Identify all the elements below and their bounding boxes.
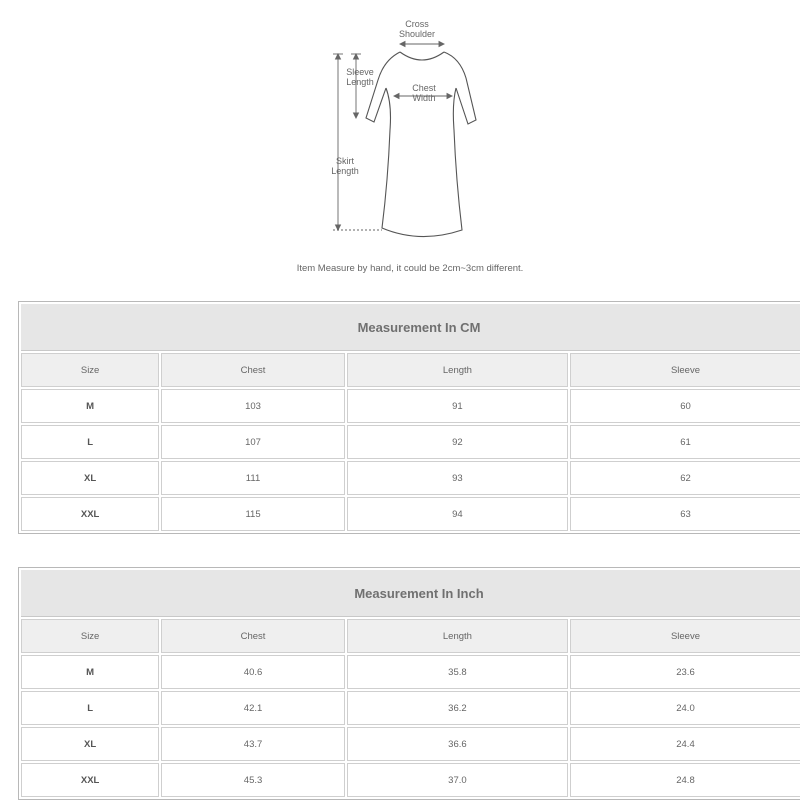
skirt-length-label: Skirt Length xyxy=(331,156,359,176)
chest-width-label: Chest Width xyxy=(412,83,436,103)
length-cell: 94 xyxy=(347,497,568,531)
inch-table-title: Measurement In Inch xyxy=(21,570,800,617)
sleeve-cell: 60 xyxy=(570,389,800,423)
length-cell: 35.8 xyxy=(347,655,568,689)
header-size: Size xyxy=(21,619,159,653)
chest-cell: 111 xyxy=(161,461,345,495)
chest-cell: 42.1 xyxy=(161,691,345,725)
table-row xyxy=(21,389,800,423)
header-sleeve: Sleeve xyxy=(570,619,800,653)
cm-table-grid xyxy=(19,351,800,533)
size-cell: L xyxy=(21,691,159,725)
length-cell: 36.6 xyxy=(347,727,568,761)
measurement-note: Item Measure by hand, it could be 2cm~3cm different. xyxy=(296,263,524,274)
dress-measurement-diagram xyxy=(0,0,800,290)
inch-size-table xyxy=(18,567,800,800)
cm-table-title: Measurement In CM xyxy=(21,304,800,351)
size-cell: L xyxy=(21,425,159,459)
size-cell: XXL xyxy=(21,763,159,797)
table-row xyxy=(21,461,800,495)
size-cell: XL xyxy=(21,727,159,761)
sleeve-cell: 24.0 xyxy=(570,691,800,725)
chest-cell: 103 xyxy=(161,389,345,423)
sleeve-cell: 63 xyxy=(570,497,800,531)
length-cell: 36.2 xyxy=(347,691,568,725)
sleeve-cell: 61 xyxy=(570,425,800,459)
table-row xyxy=(21,691,800,725)
table-row xyxy=(21,425,800,459)
size-cell: XXL xyxy=(21,497,159,531)
table-row xyxy=(21,727,800,761)
chest-cell: 45.3 xyxy=(161,763,345,797)
chest-cell: 107 xyxy=(161,425,345,459)
table-row xyxy=(21,655,800,689)
chest-cell: 43.7 xyxy=(161,727,345,761)
header-chest: Chest xyxy=(161,619,345,653)
table-header-row xyxy=(21,619,800,653)
header-size: Size xyxy=(21,353,159,387)
size-cell: XL xyxy=(21,461,159,495)
sleeve-cell: 24.8 xyxy=(570,763,800,797)
cm-size-table xyxy=(18,301,800,534)
length-cell: 91 xyxy=(347,389,568,423)
chest-cell: 115 xyxy=(161,497,345,531)
cross-shoulder-label: Cross Shoulder xyxy=(398,19,436,39)
header-sleeve: Sleeve xyxy=(570,353,800,387)
chest-cell: 40.6 xyxy=(161,655,345,689)
size-cell: M xyxy=(21,389,159,423)
inch-table-grid xyxy=(19,617,800,799)
table-row xyxy=(21,763,800,797)
header-length: Length xyxy=(347,353,568,387)
sleeve-length-label: Sleeve Length xyxy=(346,67,374,87)
size-cell: M xyxy=(21,655,159,689)
length-cell: 92 xyxy=(347,425,568,459)
sleeve-cell: 24.4 xyxy=(570,727,800,761)
header-length: Length xyxy=(347,619,568,653)
sleeve-cell: 23.6 xyxy=(570,655,800,689)
length-cell: 37.0 xyxy=(347,763,568,797)
dress-outline-icon xyxy=(0,0,800,260)
table-header-row xyxy=(21,353,800,387)
sleeve-cell: 62 xyxy=(570,461,800,495)
length-cell: 93 xyxy=(347,461,568,495)
table-row xyxy=(21,497,800,531)
header-chest: Chest xyxy=(161,353,345,387)
